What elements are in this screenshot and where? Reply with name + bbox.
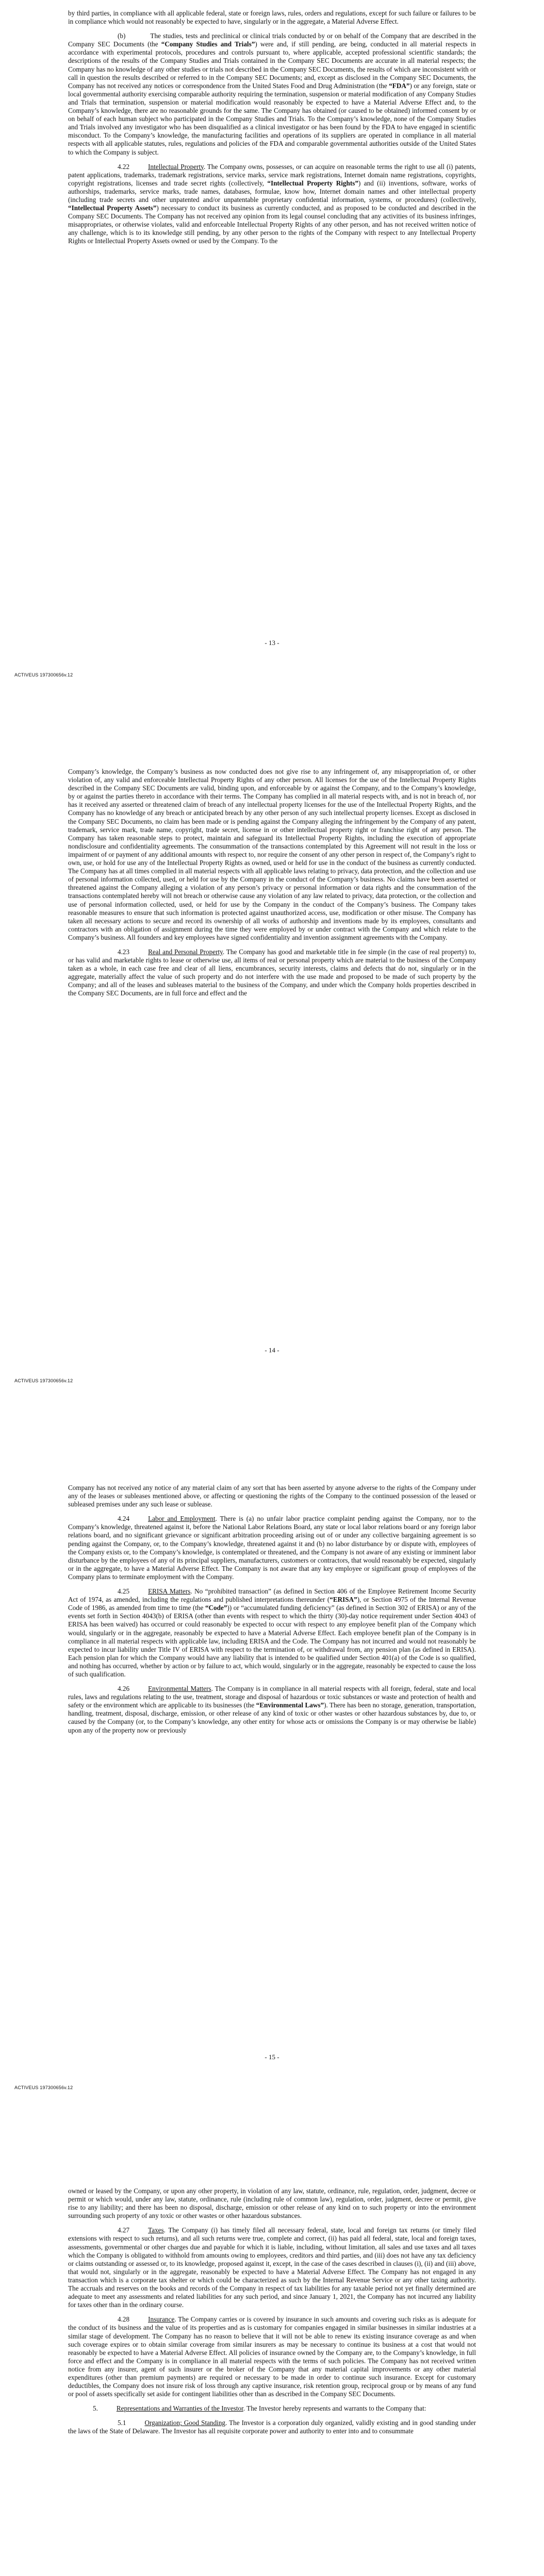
p15-s426-text-b: ). There has been no storage, generation, transportation, handling, treatment, disposal, discharge, emission, or other release of any kind of toxic or other wastes or other hazardous substances by, due to, or caused by the Company (or, to the Company’s knowledge, any other entity for whose acts or omissions the Company is or may otherwise be liable) upon any of the property now or previously: [68, 1701, 476, 1734]
section-number: 4.26: [118, 1685, 130, 1693]
p15-s425-text-a: . No “prohibited transaction” (as defined in Section 406 of the Employee Retirement Income Security Act of 1974, as amended, including the regulations and published interpretations thereunder (: [68, 1587, 476, 1604]
section-number: 4.24: [118, 1515, 130, 1523]
p15-s426-text-a: . The Company is in compliance in all material respects with all foreign, federal, state and local rules, laws and regulations relating to the use, treatment, storage and disposal of hazardous or toxic substances or waste and protection of health and safety or the environment which are applicable to its businesses (the: [68, 1685, 476, 1709]
p16-para-1: owned or leased by the Company, or upon any other property, in violation of any law, statute, ordinance, rule, regulation, order, judgment, decree or permit or which would, under any law, statute, ordinance, rule (including rule of common law), regulation, order, judgment, decree or permit, give rise to any liability; and there has been no disposal, discharge, emission or other release of any kind on to such property or into the environment surrounding such property of any toxic or other wastes or other hazardous substances.: [68, 2187, 476, 2220]
p15-section-4-24: [68, 1515, 476, 1581]
page-number: - 15 -: [265, 2053, 279, 2061]
section-heading-labor: Labor and Employment: [148, 1515, 216, 1523]
page-14: [0, 703, 544, 1406]
p16-section-4-27: [68, 2226, 476, 2309]
p16-art5-text: . The Investor hereby represents and warrants to the Company that:: [243, 2404, 426, 2413]
p13-para-2-text-b: ) were and, if still pending, are being, conducted in all material respects in accordance with experimental protocols, procedures and controls pursuant to, where applicable, accepted professional scientific standards; the descriptions of the results of the Company Studies and Trials contained in the Company SEC Documents are accurate in all material respects; the Company has no knowledge of any other studies or trials not described in the Company SEC Documents, the results of which are inconsistent with or call in question the results described or referred to in the Company SEC Documents; and, except as disclosed in the Company SEC Documents, the Company has not received any notices or correspondence from the United States Food and Drug Administration (the: [68, 40, 476, 90]
section-heading-environmental: Environmental Matters: [148, 1685, 211, 1693]
p15-para-1: Company has not received any notice of any material claim of any sort that has been asserted by anyone adverse to the rights of the Company under any of the leases or subleases mentioned above, or affecting or questioning the rights of the Company to the continued possession of the leased or subleased premises under any such lease or sublease.: [68, 1484, 476, 1509]
p16-s428-text: . The Company carries or is covered by insurance in such amounts and covering such risks as is adequate for the conduct of its business and the value of its properties and as is customary for companies engaged in similar businesses in similar industries at a similar stage of development. The Company has no reason to believe that it will not be able to renew its existing insurance coverage as and when such coverage expires or to obtain similar coverage from similar insurers as may be necessary to continue its business at a cost that would not reasonably be expected to have a Material Adverse Effect. All policies of insurance owned by the Company are, to the Company’s knowledge, in full force and effect and the Company is in compliance in all material respects with the terms of such policies. The Company has not received written notice from any insurer, agent of such insurer or the broker of the Company that any material capital improvements or any other material expenditures (other than premium payments) are required or necessary to be made in order to continue such insurance. Except for customary deductibles, the Company does not insure risk of loss through any captive insurance, risk retention group, reciprocal group or by means of any fund or pool of assets specifically set aside for contingent liabilities other than as described in the Company SEC Documents.: [68, 2315, 476, 2398]
section-number: 4.23: [118, 947, 130, 956]
section-heading-erisa: ERISA Matters: [148, 1587, 191, 1596]
p15-s425-text-b: ), or Section 4975 of the Internal Revenue Code of 1986, as amended from time to time (the: [68, 1596, 476, 1612]
p14-s423-text: . The Company has good and marketable title in fee simple (in the case of real property) to, or has valid and marketable rights to lease or otherwise use, all items of real or personal property which are material to the business of the Company taken as a whole, in each case free and clear of all liens, encumbrances, security interests, claims and defects that do not, singularly or in the aggregate, materially affect the value of such property and do not interfere with the use made and proposed to be made of such property by the Company; and all of the leases and subleases material to the business of the Company, and under which the Company holds properties described in the Company SEC Documents, are in full force and effect and the: [68, 947, 476, 997]
page-number: - 14 -: [265, 1346, 279, 1354]
section-number: 4.25: [118, 1587, 130, 1596]
p13-defined-term-ipa: “Intellectual Property Assets”: [68, 204, 157, 212]
p13-para-2-label: (b): [118, 32, 126, 40]
section-heading-insurance: Insurance: [148, 2315, 175, 2324]
section-number: 5.1: [118, 2419, 126, 2427]
article-heading-investor-reps: Representations and Warranties of the Investor: [116, 2404, 243, 2413]
p13-s422-text-c: ) necessary to conduct its business as currently conducted, and as proposed to be conducted and described in the Company SEC Documents. The Company has not received any opinion from its legal counsel concluding that any activities of its business infringes, misappropriates, or otherwise violates, valid and enforceable Intellectual Property Rights of any other person, and has not received written notice of any challenge, which is to its knowledge still pending, by any other person to the rights of the Company with respect to any Intellectual Property Rights or Intellectual Property Assets owned or used by the Company. To the: [68, 204, 476, 245]
doc-footer-id: ACTIVEUS 197300656v.12: [14, 672, 73, 677]
p13-s422-text-b: ) and (ii) inventions, software, works of authorships, trademarks, service marks, trade names, databases, formulae, know how, Internet domain names and other intellectual property (including trade secrets and other unpatented and/or unpatentable proprietary confidential information, systems, or procedures) (collectively,: [68, 179, 476, 204]
p16-article-5: [68, 2404, 476, 2413]
p15-defined-term-env-laws: “Environmental Laws”: [256, 1701, 324, 1709]
p16-section-4-28: [68, 2315, 476, 2398]
section-heading-organization: Organization; Good Standing: [144, 2419, 226, 2427]
p16-section-5-1: [68, 2419, 476, 2435]
p16-s51-text: . The Investor is a corporation duly organized, validly existing and in good standing under the laws of the State of Delaware. The Investor has all requisite corporate power and authority to enter into and to consummate: [68, 2419, 476, 2435]
section-heading-taxes: Taxes: [148, 2226, 164, 2234]
page-16: [0, 2110, 544, 2576]
p15-section-4-26: [68, 1685, 476, 1735]
section-number: 4.22: [118, 162, 130, 171]
p13-para-1: by third parties, in compliance with all applicable federal, state or foreign laws, rules, orders and regulations, except for such failure or failures to be in compliance which would not reasonably be expected to have, singularly or in the aggregate, a Material Adverse Effect.: [68, 9, 476, 26]
p13-defined-term-fda: “FDA”: [389, 81, 410, 90]
article-number: 5.: [93, 2404, 98, 2413]
p15-s424-text: . There is (a) no unfair labor practice complaint pending against the Company, nor to the Company’s knowledge, threatened against it, before the National Labor Relations Board, any state or local labor relations board or any foreign labor relations board, and no significant grievance or significant arbitration proceeding arising out of or under any collective bargaining agreement is so pending against the Company, or, to the Company’s knowledge, threatened against it and (b) no labor disturbance by or dispute with, employees of the Company exists or, to the Company’s knowledge, is contemplated or threatened, and the Company is not aware of any existing or imminent labor disturbance by the employees of any of its principal suppliers, manufacturers, customers or contractors, that would reasonably be expected, singularly or in the aggregate, to have a Material Adverse Effect. The Company is not aware that any key employee or significant group of employees of the Company plans to terminate employment with the Company.: [68, 1515, 476, 1581]
page-number: - 13 -: [265, 639, 279, 647]
section-heading-ip: Intellectual Property: [148, 162, 204, 171]
p13-para-2-text-a: The studies, tests and preclinical or clinical trials conducted by or on behalf of the Company that are described in the Company SEC Documents (the: [68, 32, 476, 48]
p16-s427-text: . The Company (i) has timely filed all necessary federal, state, local and foreign tax returns (or timely filed extensions with respect to such returns), and all such returns were true, complete and correct, (ii) has paid all federal, state, local and foreign taxes, assessments, governmental or other charges due and payable for which it is liable, including, without limitation, all sales and use taxes and all taxes which the Company is obligated to withhold from amounts owing to employees, creditors and third parties, and (iii) does not have any tax deficiency or claims outstanding or assessed or, to its knowledge, proposed against it, except, in the case of the cases described in clauses (i), (ii) and (iii) above, that would not, singularly or in the aggregate, reasonably be expected to have a Material Adverse Effect. The Company has not engaged in any transaction which is a corporate tax shelter or which could be characterized as such by the Internal Revenue Service or any other taxing authority. The accruals and reserves on the books and records of the Company in respect of tax liabilities for any taxable period not yet finally determined are adequate to meet any assessments and related liabilities for any such period, and since January 1, 2021, the Company has not incurred any liability for taxes other than in the ordinary course.: [68, 2226, 476, 2309]
p14-section-4-23: [68, 948, 476, 998]
page-15: [0, 1406, 544, 2110]
p15-section-4-25: [68, 1587, 476, 1679]
p13-para-2-text-c: ) or any foreign, state or local governmental authority exercising comparable authority requiring the termination, suspension or material modification of any Company Studies and Trials that termination, suspension or material modification would reasonably be expected to have a Material Adverse Effect and, to the Company’s knowledge, there are no reasonable grounds for the same. The Company has obtained (or caused to be obtained) informed consent by or on behalf of each human subject who participated in the Company Studies and Trials. To the Company’s knowledge, none of the Company Studies and Trials involved any investigator who has been disqualified as a clinical investigator or has been found by the FDA to have engaged in scientific misconduct. To the Company’s knowledge, the manufacturing facilities and operations of its suppliers are operated in compliance in all material respects with all applicable statutes, rules, regulations and policies of the FDA and comparable governmental authorities outside of the United States to which the Company is subject.: [68, 81, 476, 156]
page-13: [0, 0, 544, 703]
section-number: 4.28: [118, 2315, 130, 2324]
p15-s425-text-c: )) or “accumulated funding deficiency” (as defined in Section 302 of ERISA) or any of the events set forth in Section 4043(b) of ERISA (other than events with respect to which the thirty (30)-day notice requirement under Section 4043 of ERISA has been waived) has occurred or could reasonably be expected to occur with respect to any employee benefit plan of the Company which would, singularly or in the aggregate, reasonably be expected to have a Material Adverse Effect. Each employee benefit plan of the Company is in compliance in all material respects with applicable law, including ERISA and the Code. The Company has not incurred and would not reasonably be expected to incur liability under Title IV of ERISA with respect to the termination of, or withdrawal from, any pension plan (as defined in ERISA). Each pension plan for which the Company would have any liability that is intended to be qualified under Section 401(a) of the Code is so qualified, and nothing has occurred, whether by action or by failure to act, which would, singularly or in the aggregate, reasonably be expected to cause the loss of such qualification.: [68, 1604, 476, 1678]
section-heading-property: Real and Personal Property: [148, 947, 223, 956]
p14-para-1: Company’s knowledge, the Company’s business as now conducted does not give rise to any infringement of, any misappropriation of, or other violation of, any valid and enforceable Intellectual Property Rights of any other person. All licenses for the use of the Intellectual Property Rights described in the Company SEC Documents are valid, binding upon, and enforceable by or against the Company, and to the Company’s knowledge, by or against the parties thereto in accordance with their terms. The Company has complied in all material respects with, and is not in breach of, nor has it received any asserted or threatened claim of breach of any intellectual property licenses for the use of the Intellectual Property Rights, and the Company has no knowledge of any breach or anticipated breach by any other person of any such intellectual property licenses. Except as disclosed in the Company SEC Documents, no claim has been made or is pending against the Company alleging the infringement by the Company of any patent, trademark, service mark, trade name, copyright, trade secret, license in or other intellectual property right or franchise right of any person. The Company has taken reasonable steps to protect, maintain and safeguard its Intellectual Property Rights, including the execution of appropriate nondisclosure and confidentiality agreements. The consummation of the transactions contemplated by this Agreement will not result in the loss or impairment of or payment of any additional amounts with respect to, nor require the consent of any other person in respect of, the Company’s right to own, use, or hold for use any of the Intellectual Property Rights as owned, used or held for use in the conduct of the business as currently conducted. The Company has at all times complied in all material respects with all applicable laws relating to privacy, data protection, and the collection and use of personal information collected, used, or held for use by the Company in the conduct of the Company’s business. No claims have been asserted or threatened against the Company alleging a violation of any person’s privacy or personal information or data rights and the consummation of the transactions contemplated hereby will not breach or otherwise cause any violation of any law related to privacy, data protection, or the collection and use of personal information collected, used, or held for use by the Company in the conduct of the Company’s business. The Company takes reasonable measures to ensure that such information is protected against unauthorized access, use, modification or other misuse. The Company has taken all necessary actions to secure and record its ownership of all works of authorship and inventions made by its employees, consultants and contractors with an obligation of assignment during the time they were employed by or under contract with the Company and which relate to the Company’s business. All founders and key employees have signed confidentiality and invention assignment agreements with the Company.: [68, 768, 476, 941]
p13-section-4-22: [68, 163, 476, 246]
p15-defined-term-erisa: “ERISA”: [329, 1596, 357, 1604]
p13-para-2: [68, 32, 476, 156]
doc-footer-id: ACTIVEUS 197300656v.12: [14, 2085, 73, 2090]
p13-defined-term-ipr: “Intellectual Property Rights”: [267, 179, 358, 187]
doc-footer-id: ACTIVEUS 197300656v.12: [14, 1378, 73, 1383]
section-number: 4.27: [118, 2226, 130, 2234]
p15-defined-term-code: “Code”: [205, 1604, 227, 1612]
p13-s422-text-a: . The Company owns, possesses, or can acquire on reasonable terms the right to use all (i) patents, patent applications, trademarks, trademark registrations, service marks, service mark registrations, Internet domain name registrations, copyrights, copyright registrations, licenses and trade secret rights (collectively,: [68, 162, 476, 187]
p13-defined-term-studies: “Company Studies and Trials”: [161, 40, 255, 48]
